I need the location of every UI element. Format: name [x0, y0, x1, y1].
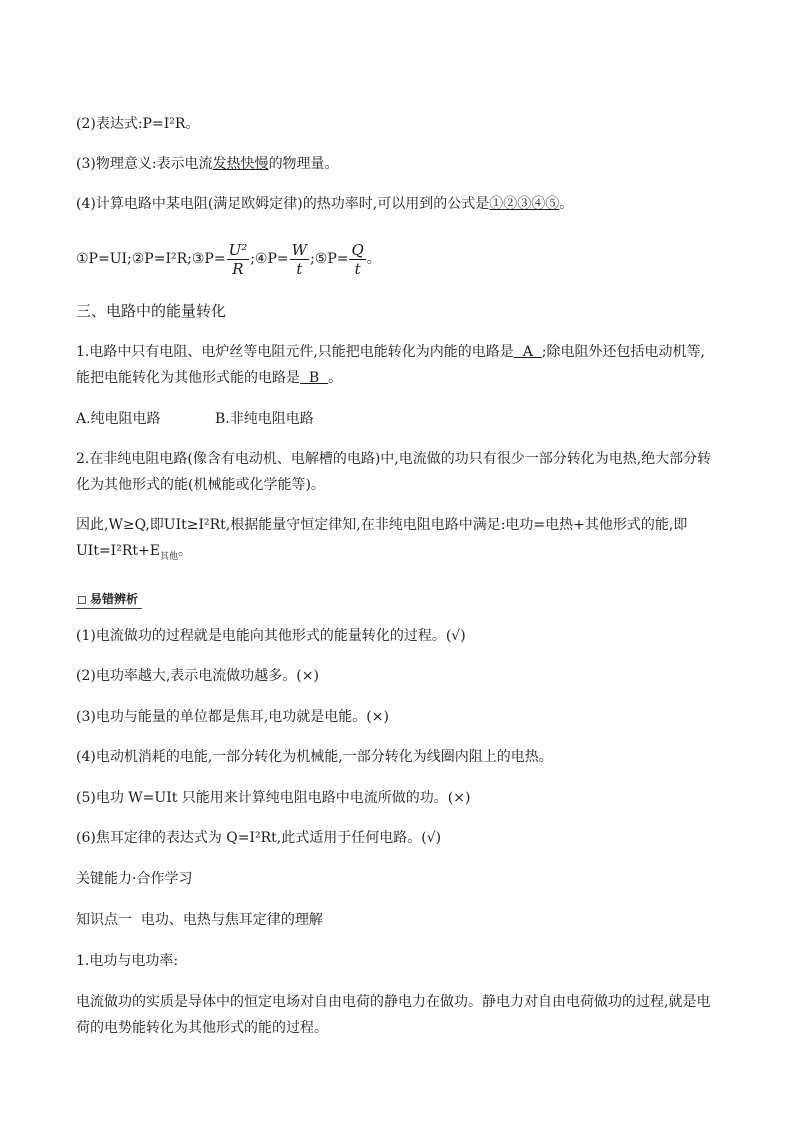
statement-3: (3)电功与能量的单位都是焦耳,电功就是电能。(×) — [76, 709, 389, 725]
option-a: A.纯电阻电路 — [76, 411, 161, 427]
statement-4: (4)电动机消耗的电能,一部分转化为机械能,一部分转化为线圈内阻上的电热。 — [76, 749, 553, 765]
knowledge-point-heading: 知识点一 电功、电热与焦耳定律的理解 — [76, 912, 323, 928]
error-analysis-badge: 易错辨析 — [76, 590, 142, 609]
statement-1: (1)电流做功的过程就是电能向其他形式的能量转化的过程。(√) — [76, 628, 466, 644]
formula-list: ①P=UI;②P=I²R;③P= $\frac{\text{U²}}{R}$ ;④P= $\frac{W}{t}$ ;⑤P= $\frac{Q}{t}$ 。 — [76, 240, 381, 278]
question-1-line-1: 1.电路中只有电阻、电炉丝等电阻元件,只能把电能转化为内能的电路是 A ;除电阻外还包括电动机等, — [76, 344, 705, 360]
paragraph-3-line-2: $UIt=I^2Rt+E_{其他}$。 — [76, 543, 192, 562]
paragraph-2-line-2: 化为其他形式的能(机械能或化学能等)。 — [76, 477, 325, 493]
paragraph-3-line-1: 因此,W≥Q,即UIt≥I²Rt,根据能量守恒定律知,在非纯电阻电路中满足:电功=电热+其他形式的能,即 — [76, 517, 688, 533]
answer-underline: ①②③④⑤ — [489, 196, 560, 212]
subsection-heading: 1.电功与电功率: — [76, 953, 179, 969]
physical-meaning-line: (3)物理意义:表示电流发热快慢的物理量。 — [76, 156, 339, 172]
statement-5: (5)电功 W=UIt 只能用来计算纯电阻电路中电流所做的功。(×) — [76, 790, 471, 806]
fraction-u2-over-r: $\frac{\text{U²}}{R}$ — [228, 240, 248, 278]
expression-line: (2)表达式:P=I²R。 — [76, 116, 200, 132]
key-ability-heading: 关键能力·合作学习 — [76, 871, 193, 887]
section-heading: 三、电路中的能量转化 — [76, 302, 227, 320]
statement-6: (6)焦耳定律的表达式为 Q=I²Rt,此式适用于任何电路。(√) — [76, 830, 442, 846]
question-1-line-2: 能把电能转化为其他形式能的电路是 B 。 — [76, 370, 343, 386]
statement-2: (2)电功率越大,表示电流做功越多。(×) — [76, 668, 319, 684]
fraction-q-over-t: $\frac{Q}{t}$ — [351, 240, 364, 278]
body-line-1: 电流做功的实质是导体中的恒定电场对自由电荷的静电力在做功。静电力对自由电荷做功的过程,就是电 — [76, 994, 711, 1010]
answer-blank-b: B — [300, 370, 329, 386]
answer-underline: 发热快慢 — [212, 156, 269, 172]
option-b: B.非纯电阻电路 — [215, 411, 314, 427]
square-icon — [78, 596, 86, 604]
body-line-2: 荷的电势能转化为其他形式的能的过程。 — [76, 1020, 328, 1036]
answer-blank-a: A — [513, 344, 542, 360]
fraction-w-over-t: $\frac{W}{t}$ — [291, 240, 308, 278]
paragraph-2-line-1: 2.在非纯电阻电路(像含有电动机、电解槽的电路)中,电流做的功只有很少一部分转化为电热,绝大部分转 — [76, 451, 712, 467]
formula-question-line: (4)计算电路中某电阻(满足欧姆定律)的热功率时,可以用到的公式是①②③④⑤。 — [76, 196, 574, 212]
